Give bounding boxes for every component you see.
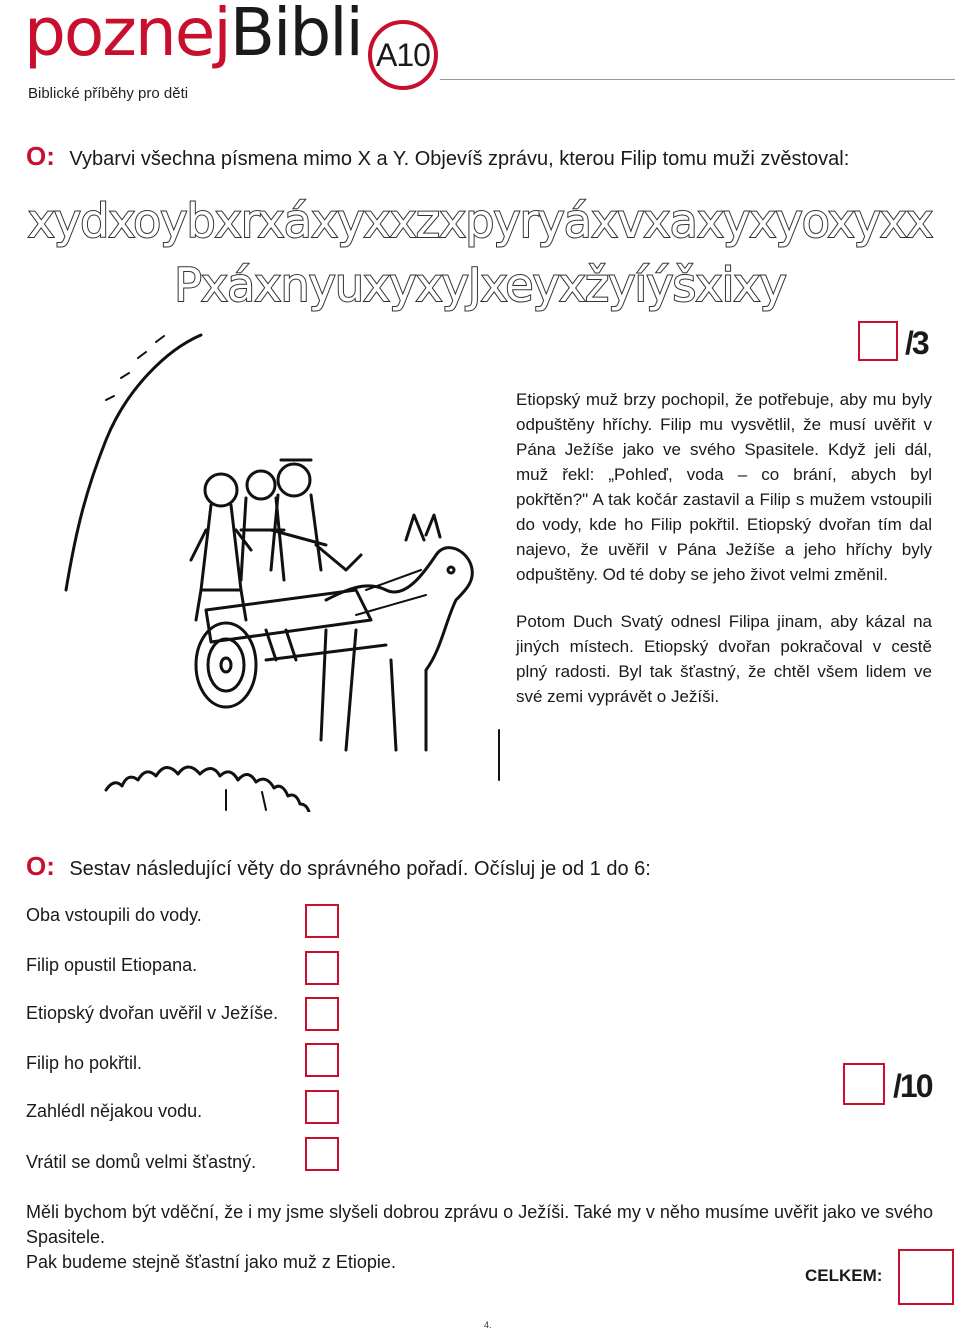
task1-instruction: Vybarvi všechna písmena mimo X a Y. Objevíš zprávu, kterou Filip tomu muži zvěstoval: bbox=[69, 148, 850, 170]
total-score-box[interactable] bbox=[898, 1249, 954, 1305]
brand-part1: poznej bbox=[24, 0, 230, 71]
sentence-2: Filip opustil Etiopana. bbox=[26, 955, 198, 975]
puzzle-line2: PxáxnyuxyxyJxeyxžyíýšxixy bbox=[174, 258, 786, 312]
total-label: CELKEM: bbox=[805, 1266, 883, 1285]
closing-text bbox=[26, 1200, 946, 1275]
brand-part2: Bibli bbox=[229, 0, 362, 71]
closing-line-2: Pak budeme stejně šťastní jako muž z Etiopie. bbox=[26, 1252, 396, 1272]
closing-line-1: Měli bychom být vděční, že i my jsme slyšeli dobrou zprávu o Ježíši. Také my v něho musíme uvěřit jako ve svého Spasitele. bbox=[26, 1202, 934, 1247]
brand-subtitle: Biblické příběhy pro děti bbox=[28, 85, 189, 102]
sentence-3: Etiopský dvořan uvěřil v Ježíše. bbox=[26, 1003, 279, 1023]
road-edge bbox=[66, 335, 201, 590]
lesson-badge: A10 bbox=[368, 20, 438, 90]
figure-philip bbox=[205, 474, 237, 506]
task2-score-box[interactable] bbox=[843, 1063, 885, 1105]
bushes bbox=[106, 767, 310, 812]
story-paragraph-2 bbox=[516, 609, 932, 709]
task1-label: O: bbox=[26, 141, 55, 171]
task1-score-box[interactable] bbox=[858, 321, 898, 361]
order-box-5[interactable] bbox=[305, 1090, 339, 1124]
task2-instruction: Sestav následující věty do správného pořadí. Očísluj je od 1 do 6: bbox=[69, 858, 651, 880]
sentence-1: Oba vstoupili do vody. bbox=[26, 905, 202, 925]
story-text-2: Potom Duch Svatý odnesl Filipa jinam, aby kázal na jiných místech. Etiopský dvořan pokračoval v cestě plný radosti. Byl tak šťastný, že chtěl všem lidem ve své zemi vyprávět o Ježíši. bbox=[516, 612, 932, 706]
order-box-3[interactable] bbox=[305, 997, 339, 1031]
order-box-4[interactable] bbox=[305, 1043, 339, 1077]
task2-row bbox=[26, 851, 651, 882]
page-number: 4. bbox=[484, 1320, 492, 1330]
puzzle-line1: xydxoybxrxáxyxxzxpyryáxvxaxyxyoxyxx bbox=[27, 194, 933, 248]
order-box-6[interactable] bbox=[305, 1137, 339, 1171]
order-box-2[interactable] bbox=[305, 951, 339, 985]
task1-row bbox=[26, 141, 849, 172]
figure-eunuch bbox=[278, 464, 310, 496]
header-divider bbox=[440, 79, 955, 80]
sentence-6: Vrátil se domů velmi šťastný. bbox=[26, 1152, 257, 1172]
task1-score: /3 bbox=[905, 325, 928, 361]
figure-driver bbox=[247, 471, 275, 499]
story-text-1: Etiopský muž brzy pochopil, že potřebuje, aby mu byly odpuštěny hříchy. Filip mu vysvětlil, že musí uvěřit v Pána Ježíše jako ve svého Spasitele. Když jeli dál, muž řekl: „Pohleď, voda – co brání, abych byl pokřtěn?" A tak kočár zastavil a Filip s mužem vstoupili do vody, kde ho Filip pokřtil. Etiopský dvořan tím dal najevo, že uvěřil v Pána Ježíše a jeho hříchy byly odpuštěny. Od té doby se jeho život velmi změnil. bbox=[516, 390, 932, 584]
task2-label: O: bbox=[26, 851, 55, 881]
brand-logo bbox=[24, 0, 362, 71]
sentence-4: Filip ho pokřtil. bbox=[26, 1053, 143, 1073]
task2-score: /10 bbox=[893, 1068, 932, 1104]
story-paragraph-1 bbox=[516, 387, 932, 587]
chariot-illustration bbox=[26, 330, 502, 812]
order-box-1[interactable] bbox=[305, 904, 339, 938]
sentence-5: Zahlédl nějakou vodu. bbox=[26, 1101, 203, 1121]
